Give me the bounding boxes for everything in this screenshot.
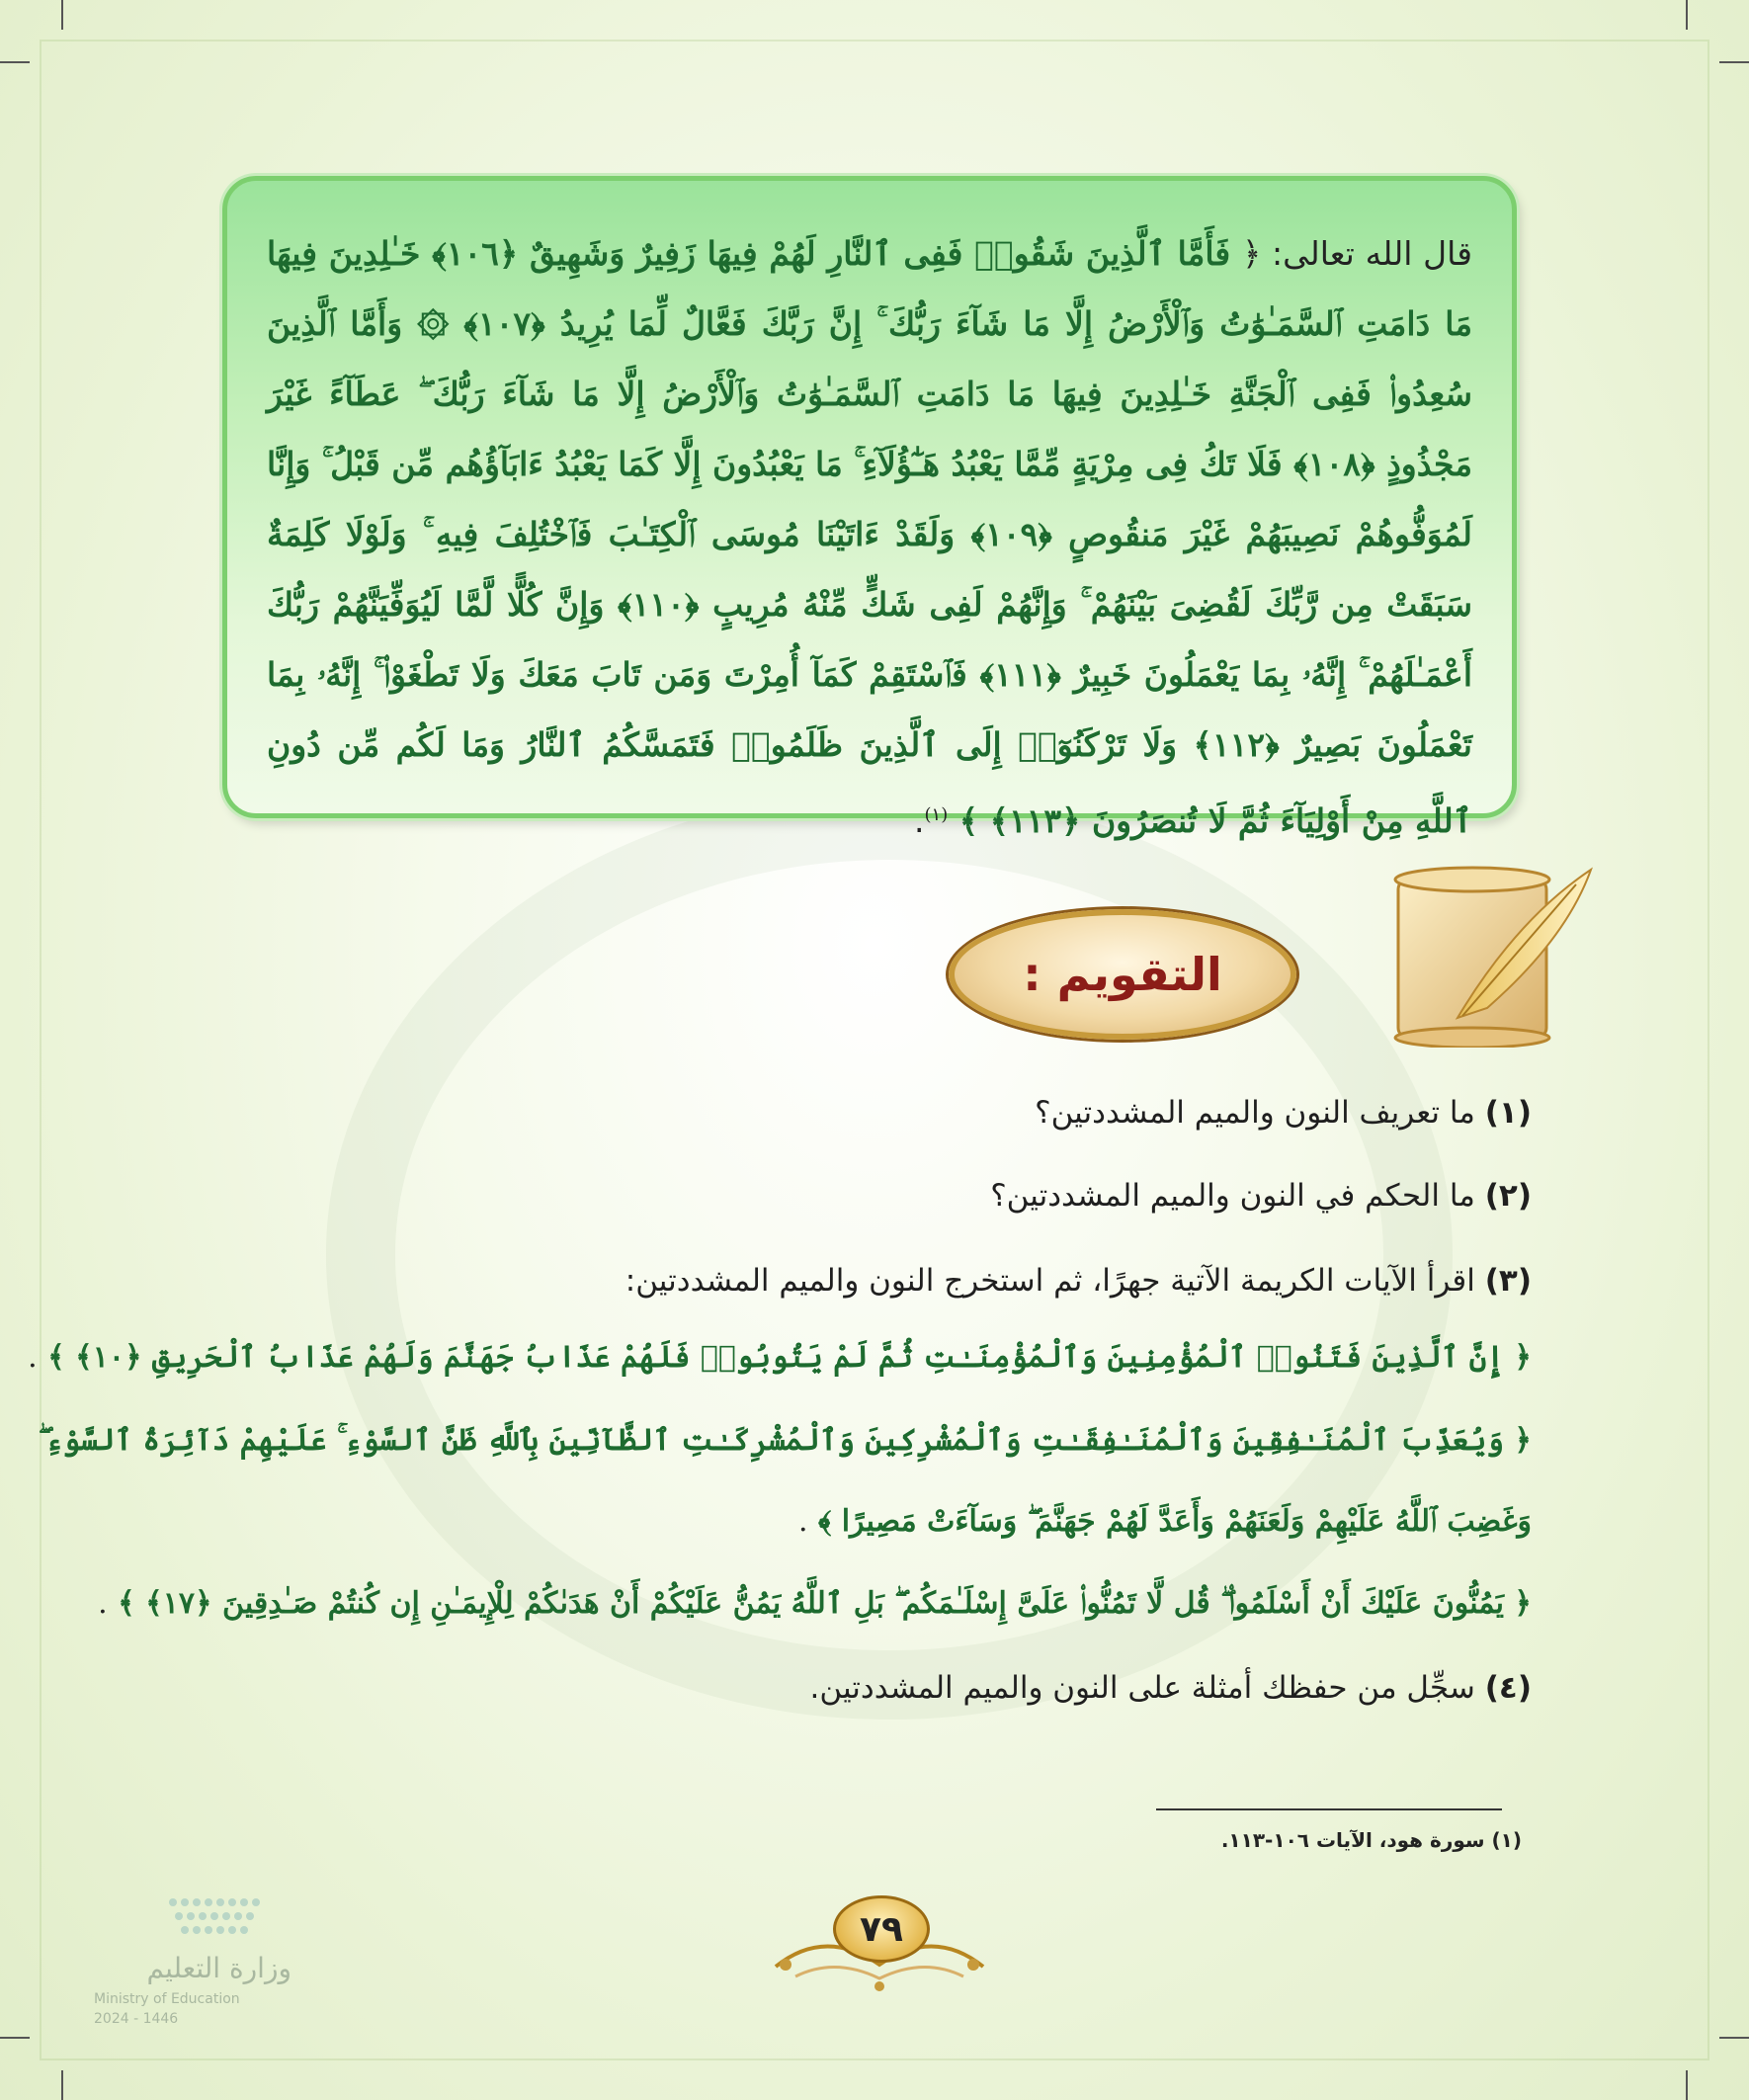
- passage-intro: قال الله تعالى: ﴿: [1241, 234, 1472, 273]
- verse-end-dot: .: [797, 1504, 808, 1539]
- question-number: (١): [1484, 1095, 1532, 1131]
- crop-mark: [61, 2070, 63, 2100]
- ministry-year: 2024 - 1446: [94, 2011, 179, 2027]
- crop-mark: [1686, 2070, 1688, 2100]
- ministry-logo: [94, 1892, 292, 2041]
- verse-text: ﴿ وَيُعَذِّبَ ٱلْمُنَـٰفِقِينَ وَٱلْمُنَـٰفِقَـٰتِ وَٱلْمُشْرِكِينَ وَٱلْمُشْرِكَـٰتِ ٱلظَّآنِّينَ بِٱللَّهِ ظَنَّ ٱلسَّوْءِ ۚ عَلَيْهِمْ دَآئِرَةُ ٱلسَّوْءِ ۖ: [38, 1423, 1532, 1458]
- crop-mark: [1719, 61, 1749, 63]
- question-4: [810, 1670, 1533, 1706]
- crop-mark: [1686, 0, 1688, 30]
- question-text: سجِّل من حفظك أمثلة على النون والميم المشددتين.: [809, 1670, 1475, 1706]
- verse-text: وَغَضِبَ ٱللَّهُ عَلَيْهِمْ وَلَعَنَهُمْ وَأَعَدَّ لَهُمْ جَهَنَّمَ ۖ وَسَآءَتْ مَصِيرًا ﴾: [817, 1504, 1532, 1539]
- quran-passage: [267, 218, 1472, 856]
- crop-mark: [0, 2037, 30, 2039]
- question-text: ما تعريف النون والميم المشددتين؟: [1035, 1095, 1475, 1131]
- background-ornament: [326, 791, 1453, 1720]
- verse-example-1: [28, 1340, 1532, 1375]
- verse-example-3: [98, 1586, 1532, 1621]
- footnote-divider: [1156, 1808, 1502, 1810]
- crop-mark: [1719, 2037, 1749, 2039]
- crop-mark: [0, 61, 30, 63]
- question-2: [990, 1178, 1532, 1214]
- verse-end-dot: .: [28, 1340, 38, 1375]
- crop-mark: [61, 0, 63, 30]
- verse-text: ﴿ يَمُنُّونَ عَلَيْكَ أَنْ أَسْلَمُوا۟ ۖ قُل لَّا تَمُنُّوا۟ عَلَىَّ إِسْلَـٰمَكُم ۖ بَلِ ٱللَّهُ يَمُنُّ عَلَيْكُمْ أَنْ هَدَىٰكُمْ لِلْإِيمَـٰنِ إِن كُنتُمْ صَـٰدِقِينَ ﴿١٧﴾ ﴾: [118, 1586, 1532, 1621]
- scroll-quill-icon: [1378, 860, 1606, 1048]
- passage-verses: فَأَمَّا ٱلَّذِينَ شَقُوا۟ فَفِى ٱلنَّارِ لَهُمْ فِيهَا زَفِيرٌ وَشَهِيقٌ ﴿١٠٦﴾ خَـٰلِدِينَ فِيهَا مَا دَامَتِ ٱلسَّمَـٰوَٰتُ وَٱلْأَرْضُ إِلَّا مَا شَآءَ رَبُّكَ ۚ إِنَّ رَبَّكَ فَعَّالٌ لِّمَا يُرِيدُ ﴿١٠٧﴾ ۞ وَأَمَّا ٱلَّذِينَ سُعِدُوا۟ فَفِى ٱلْجَنَّةِ خَـٰلِدِينَ فِيهَا مَا دَامَتِ ٱلسَّمَـٰوَٰتُ وَٱلْأَرْضُ إِلَّا مَا شَآءَ رَبُّكَ ۖ عَطَآءً غَيْرَ مَجْذُوذٍ ﴿١٠٨﴾ فَلَا تَكُ فِى مِرْيَةٍ مِّمَّا يَعْبُدُ هَـٰٓؤُلَآءِ ۚ مَا يَعْبُدُونَ إِلَّا كَمَا يَعْبُدُ ءَابَآؤُهُم مِّن قَبْلُ ۚ وَإِنَّا لَمُوَفُّوهُمْ نَصِيبَهُمْ غَيْرَ مَنقُوصٍ ﴿١٠٩﴾ وَلَقَدْ ءَاتَيْنَا مُوسَى ٱلْكِتَـٰبَ فَٱخْتُلِفَ فِيهِ ۚ وَلَوْلَا كَلِمَةٌ سَبَقَتْ مِن رَّبِّكَ لَقُضِىَ بَيْنَهُمْ ۚ وَإِنَّهُمْ لَفِى شَكٍّ مِّنْهُ مُرِيبٍ ﴿١١٠﴾ وَإِنَّ كُلًّا لَّمَّا لَيُوَفِّيَنَّهُمْ رَبُّكَ أَعْمَـٰلَهُمْ ۚ إِنَّهُۥ بِمَا يَعْمَلُونَ خَبِيرٌ ﴿١١١﴾ فَٱسْتَقِمْ كَمَآ أُمِرْتَ وَمَن تَابَ مَعَكَ وَلَا تَطْغَوْا۟ ۚ إِنَّهُۥ بِمَا تَعْمَلُونَ بَصِيرٌ ﴿١١٢﴾ وَلَا تَرْكَنُوٓا۟ إِلَى ٱلَّذِينَ ظَلَمُوا۟ فَتَمَسَّكُمُ ٱلنَّارُ وَمَا لَكُم مِّن دُونِ ٱللَّهِ مِنْ أَوْلِيَآءَ ثُمَّ لَا تُنصَرُونَ ﴿١١٣﴾: [267, 234, 1472, 840]
- footnote: (١) سورة هود، الآيات ١٠٦-١١٣.: [1220, 1828, 1522, 1852]
- question-text: اقرأ الآيات الكريمة الآتية جهرًا، ثم استخرج النون والميم المشددتين:: [625, 1263, 1475, 1299]
- passage-close: ﴾: [958, 801, 979, 840]
- question-number: (٣): [1484, 1263, 1532, 1299]
- question-number: (٢): [1484, 1178, 1532, 1214]
- ministry-name-arabic: وزارة التعليم: [146, 1952, 292, 1984]
- ministry-name-english: Ministry of Education: [94, 1991, 240, 2007]
- verse-end-dot: .: [98, 1586, 108, 1621]
- verse-example-2-line-2: [798, 1504, 1532, 1539]
- question-number: (٤): [1484, 1670, 1532, 1706]
- evaluation-title: التقويم :: [949, 909, 1296, 1040]
- ministry-dots-icon: [163, 1892, 272, 1952]
- quran-passage-panel: [222, 176, 1517, 840]
- passage-end: .: [914, 801, 925, 840]
- question-1: [1035, 1095, 1532, 1131]
- page-number: ٧٩: [833, 1895, 930, 1963]
- question-text: ما الحكم في النون والميم المشددتين؟: [990, 1178, 1475, 1214]
- verse-text: ﴿ إِنَّ ٱلَّذِينَ فَتَنُوا۟ ٱلْمُؤْمِنِينَ وَٱلْمُؤْمِنَـٰتِ ثُمَّ لَمْ يَتُوبُوا۟ فَلَهُمْ عَذَابُ جَهَنَّمَ وَلَهُمْ عَذَابُ ٱلْحَرِيقِ ﴿١٠﴾ ﴾: [47, 1340, 1532, 1375]
- footnote-reference: (١): [924, 804, 949, 825]
- verse-example-2-line-1: [39, 1423, 1532, 1458]
- question-3: [625, 1263, 1532, 1299]
